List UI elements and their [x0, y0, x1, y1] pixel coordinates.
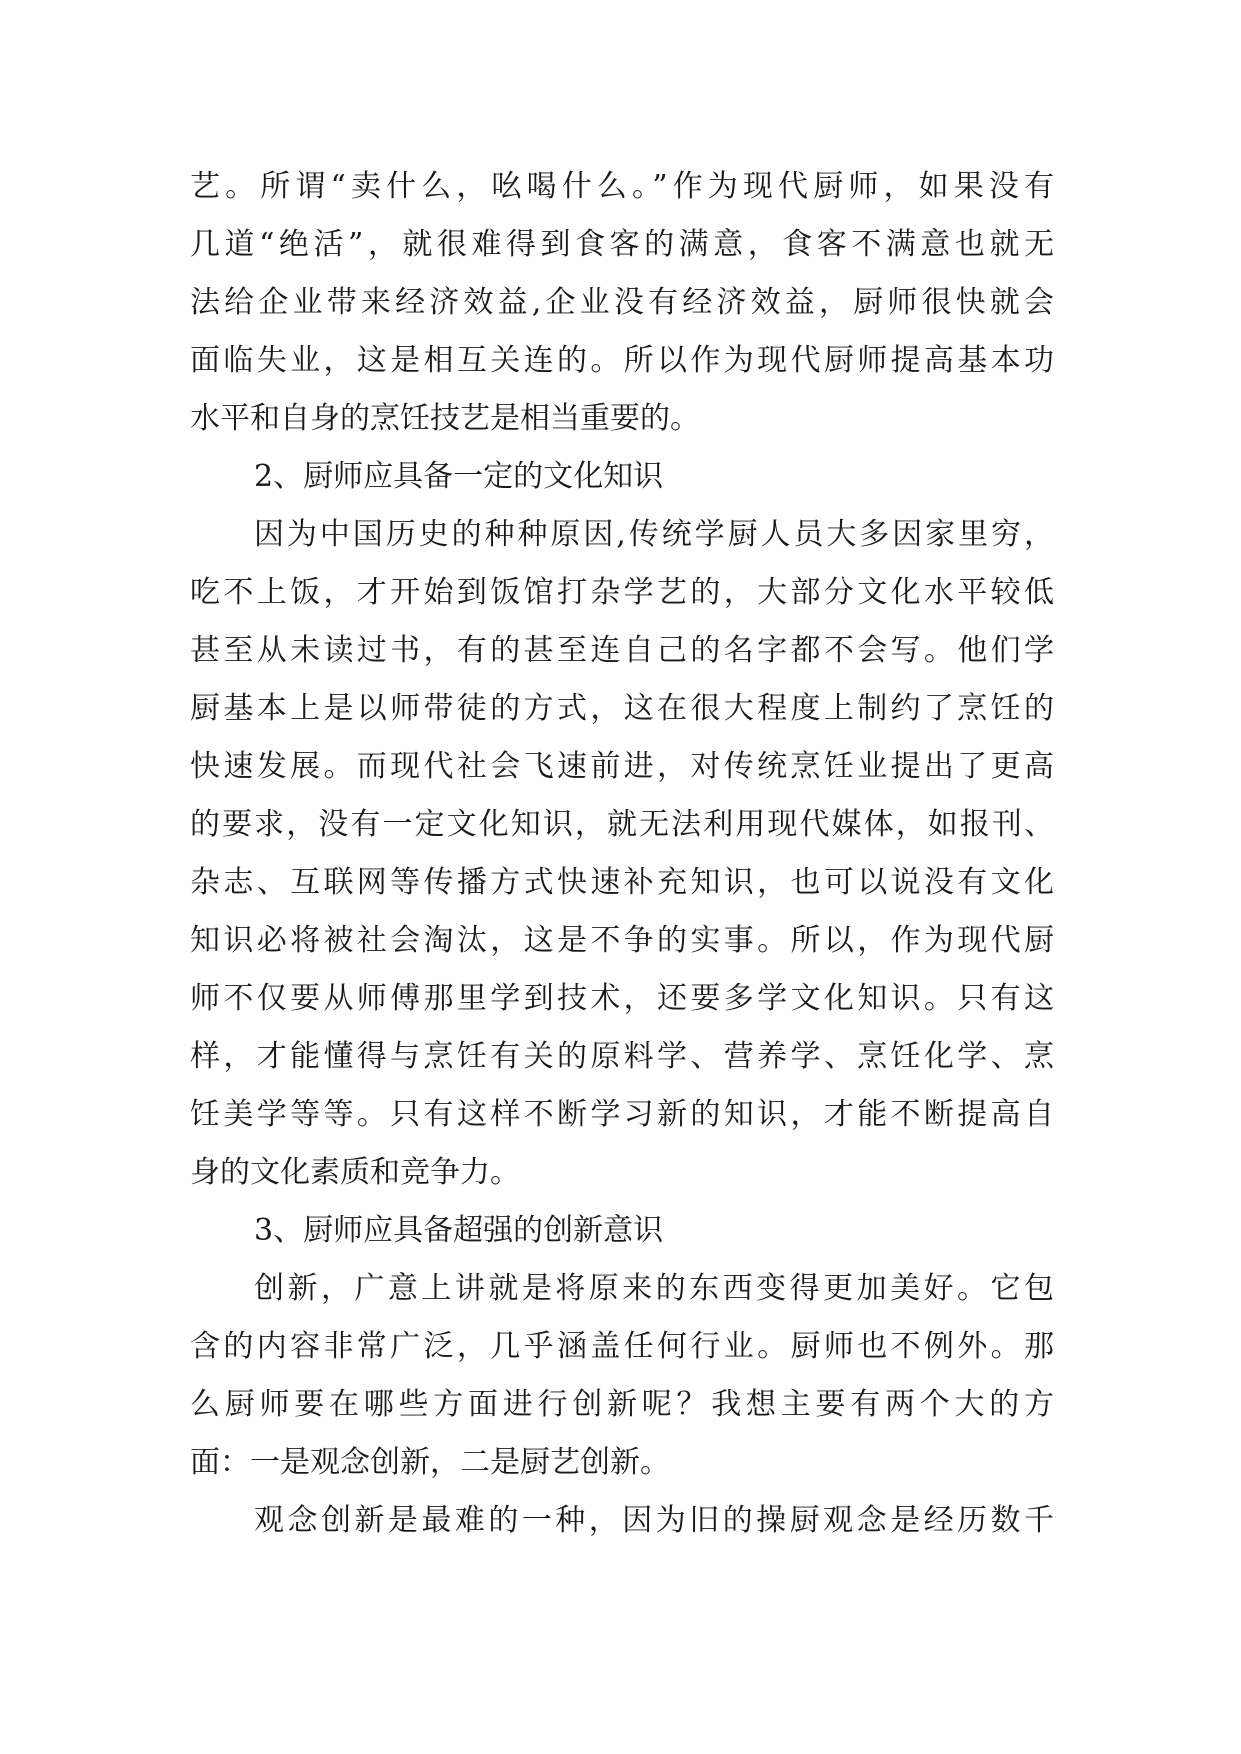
text-line: 厨基本上是以师带徒的方式，这在很大程度上制约了烹饪的	[190, 691, 1054, 726]
section-heading: 3、厨师应具备超强的创新意识	[254, 1213, 664, 1248]
section-heading: 2、厨师应具备一定的文化知识	[254, 459, 664, 494]
text-line: 么厨师要在哪些方面进行创新呢？我想主要有两个大的方	[190, 1387, 1054, 1422]
text-line: 快速发展。而现代社会飞速前进，对传统烹饪业提出了更高	[190, 749, 1054, 784]
text-line: 样，才能懂得与烹饪有关的原料学、营养学、烹饪化学、烹	[190, 1039, 1054, 1074]
text-line: 法给企业带来经济效益,企业没有经济效益，厨师很快就会	[190, 285, 1054, 320]
text-line: 创新，广意上讲就是将原来的东西变得更加美好。它包	[254, 1271, 1054, 1306]
text-line: 面临失业，这是相互关连的。所以作为现代厨师提高基本功	[190, 343, 1054, 378]
text-line: 身的文化素质和竞争力。	[190, 1155, 520, 1190]
text-line: 水平和自身的烹饪技艺是相当重要的。	[190, 401, 700, 436]
text-line: 甚至从未读过书，有的甚至连自己的名字都不会写。他们学	[190, 633, 1054, 668]
text-line: 吃不上饭，才开始到饭馆打杂学艺的，大部分文化水平较低	[190, 575, 1054, 610]
text-line: 饪美学等等。只有这样不断学习新的知识，才能不断提高自	[190, 1097, 1054, 1132]
text-line: 杂志、互联网等传播方式快速补充知识，也可以说没有文化	[190, 865, 1054, 900]
text-line: 的要求，没有一定文化知识，就无法利用现代媒体，如报刊、	[190, 807, 1054, 842]
text-line: 师不仅要从师傅那里学到技术，还要多学文化知识。只有这	[190, 981, 1054, 1016]
text-line: 艺。所谓“卖什么，吆喝什么。”作为现代厨师，如果没有	[190, 169, 1054, 204]
text-line: 含的内容非常广泛，几乎涵盖任何行业。厨师也不例外。那	[190, 1329, 1054, 1364]
text-line: 观念创新是最难的一种，因为旧的操厨观念是经历数千	[254, 1503, 1054, 1538]
text-line: 因为中国历史的种种原因,传统学厨人员大多因家里穷，	[254, 517, 1054, 552]
text-line: 面：一是观念创新，二是厨艺创新。	[190, 1445, 670, 1480]
text-line: 知识必将被社会淘汰，这是不争的实事。所以，作为现代厨	[190, 923, 1054, 958]
document-body	[190, 158, 1054, 1550]
text-line: 几道“绝活”，就很难得到食客的满意，食客不满意也就无	[190, 227, 1054, 262]
